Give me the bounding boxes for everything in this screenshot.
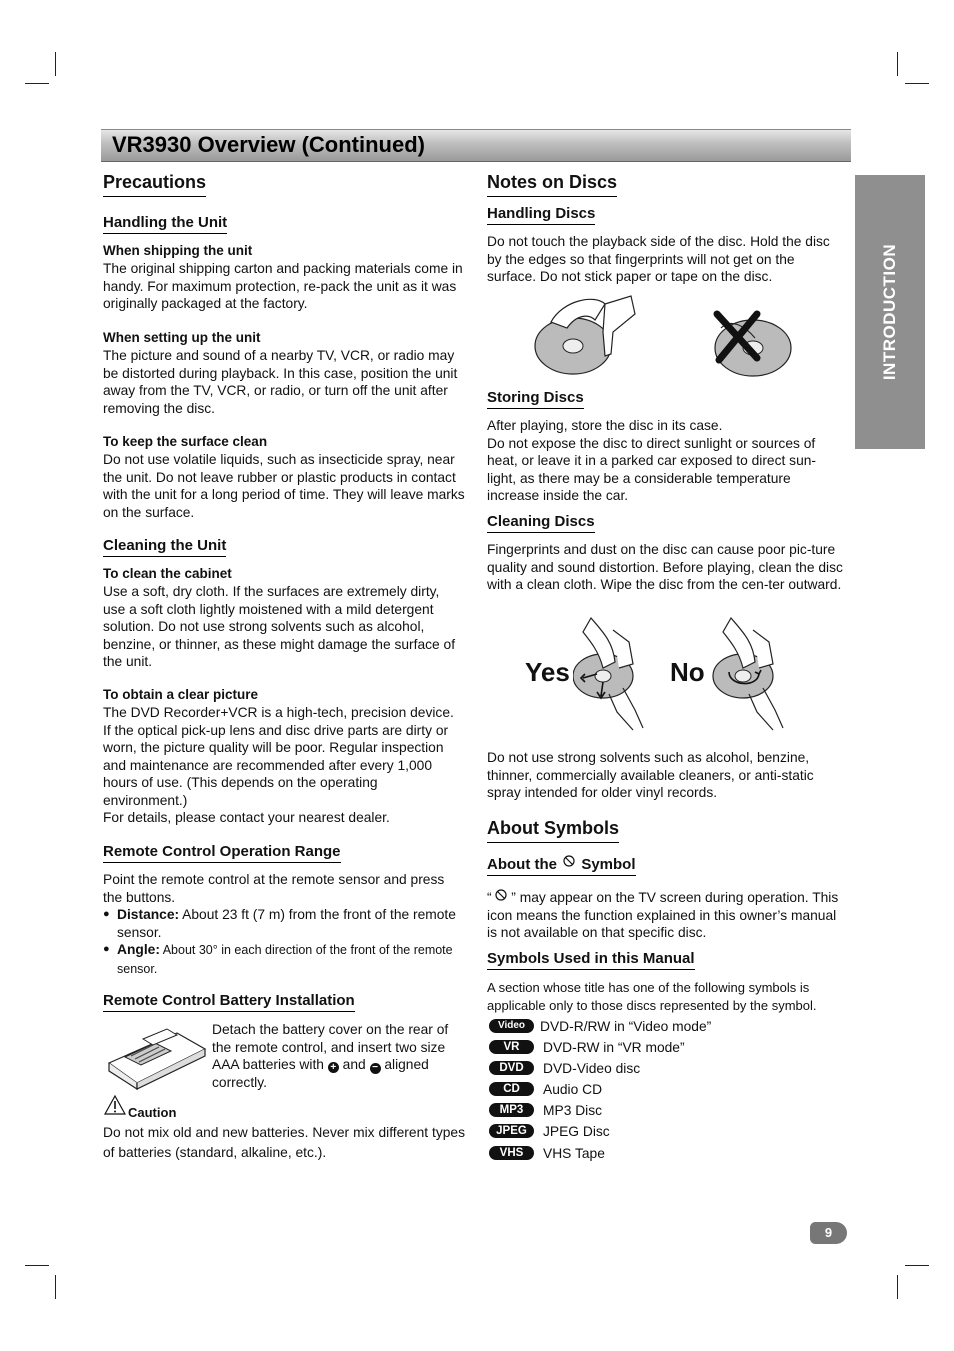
surface-title: To keep the surface clean bbox=[103, 434, 268, 449]
picture-text-2: For details, please contact your nearest dealer. bbox=[103, 810, 390, 825]
crop-mark bbox=[55, 52, 56, 76]
crop-mark bbox=[897, 1275, 898, 1299]
symbol-item-vr bbox=[489, 1038, 685, 1056]
side-tab bbox=[855, 175, 925, 449]
battery-heading: Remote Control Battery Installation bbox=[103, 992, 355, 1012]
symbols-used-heading: Symbols Used in this Manual bbox=[487, 950, 695, 970]
battery-text: Detach the battery cover on the rear of the remote control, and insert two size AAA batteries with + and − aligned correctly. bbox=[212, 1022, 449, 1090]
symbol-description: JPEG Disc bbox=[543, 1123, 610, 1139]
symbol-badge: JPEG bbox=[489, 1124, 534, 1138]
setting-text: The picture and sound of a nearby TV, VCR, or radio may be distorted during playback. In this case, position the unit away from the TV, VCR, or radio, or turn off the unit after removing the disc. bbox=[103, 348, 458, 416]
prohibited-icon bbox=[495, 889, 507, 901]
page-title: VR3930 Overview (Continued) bbox=[112, 132, 425, 157]
symbol-description: MP3 Disc bbox=[543, 1102, 603, 1118]
symbol-item-mp3 bbox=[489, 1101, 602, 1119]
handling-discs-heading: Handling Discs bbox=[487, 205, 595, 225]
handling-unit-heading: Handling the Unit bbox=[103, 214, 227, 234]
symbol-item-cd bbox=[489, 1080, 602, 1098]
cabinet-title: To clean the cabinet bbox=[103, 566, 232, 581]
symbol-badge: VR bbox=[489, 1040, 534, 1054]
picture-text: The DVD Recorder+VCR is a high-tech, precision device. If the optical pick-up lens and disc drive parts are dirty or worn, the picture quality will be poor. Regular inspection and maintenance are recommended after every 1,000 hours of use. (This depends on the operating environment.) bbox=[103, 705, 454, 808]
about-symbol-text: “ ” may appear on the TV screen during operation. This icon means the function explained in this owner’s manual is not available on that specific disc. bbox=[487, 890, 839, 940]
symbol-item-vhs bbox=[489, 1144, 605, 1162]
symbol-badge: Video bbox=[489, 1019, 534, 1033]
crop-mark bbox=[25, 83, 49, 84]
symbol-badge: MP3 bbox=[489, 1103, 534, 1117]
disc-wipe-wrong-illustration bbox=[709, 612, 789, 736]
symbol-description: Audio CD bbox=[543, 1081, 603, 1097]
symbol-badge: VHS bbox=[489, 1146, 534, 1160]
setting-title: When setting up the unit bbox=[103, 330, 261, 345]
remote-range-text: Point the remote control at the remote sensor and press the buttons. bbox=[103, 872, 445, 905]
prohibited-icon bbox=[563, 855, 575, 867]
handling-discs-text: Do not touch the playback side of the disc. Hold the disc by the edges so that fingerprints will not get on the surface. Do not stick paper or tape on the disc. bbox=[487, 234, 830, 284]
minus-icon: − bbox=[370, 1063, 381, 1074]
cleaning-discs-text-2: Do not use strong solvents such as alcohol, benzine, thinner, commercially available cleaners, or anti-static spray intended for older vinyl records. bbox=[487, 750, 814, 800]
symbol-item-video bbox=[489, 1017, 711, 1035]
picture-title: To obtain a clear picture bbox=[103, 687, 259, 702]
crop-mark bbox=[897, 52, 898, 76]
symbol-item-dvd bbox=[489, 1059, 640, 1077]
plus-icon: + bbox=[328, 1062, 339, 1073]
distance-bullet: ● Distance: About 23 ft (7 m) from the front of the remote sensor. bbox=[103, 906, 465, 941]
disc-wipe-correct-illustration bbox=[573, 612, 653, 736]
symbols-heading: About Symbols bbox=[487, 818, 619, 843]
symbol-description: DVD-Video disc bbox=[543, 1060, 641, 1076]
caution-text: Do not mix old and new batteries. Never mix different types of batteries (standard, alkaline, etc.). bbox=[103, 1125, 465, 1160]
cleaning-discs-text: Fingerprints and dust on the disc can cause poor pic-ture quality and sound distortion. Before playing, clean the disc with a clean cloth. Wipe the disc from the cen-ter outward. bbox=[487, 542, 843, 592]
crop-mark bbox=[905, 1265, 929, 1266]
symbol-description: VHS Tape bbox=[543, 1145, 605, 1161]
angle-bullet: ● Angle: About 30° in each direction of the front of the remote sensor. bbox=[103, 941, 465, 978]
shipping-title: When shipping the unit bbox=[103, 243, 253, 258]
title-bar bbox=[101, 129, 851, 162]
disc-correct-hold-illustration bbox=[533, 292, 637, 378]
crop-mark bbox=[25, 1265, 49, 1266]
remote-range-heading: Remote Control Operation Range bbox=[103, 843, 341, 863]
shipping-text: The original shipping carton and packing materials come in handy. For maximum protection, re-pack the unit as it was originally packaged at the factory. bbox=[103, 261, 463, 311]
no-label: No bbox=[670, 657, 705, 687]
caution-title: Caution bbox=[128, 1105, 177, 1120]
notes-heading: Notes on Discs bbox=[487, 172, 617, 197]
symbols-used-intro: A section whose title has one of the following symbols is applicable only to those discs represented by the symbol. bbox=[487, 980, 817, 1013]
warning-icon bbox=[104, 1095, 126, 1115]
about-symbol-heading: About the Symbol bbox=[487, 855, 636, 876]
surface-text: Do not use volatile liquids, such as insecticide spray, near the unit. Do not leave rubber or plastic products in contact with the unit for a long period of time. They will leave marks on the surface. bbox=[103, 452, 465, 520]
cabinet-text: Use a soft, dry cloth. If the surfaces are extremely dirty, use a soft cloth lightly moistened with a mild detergent solution. Do not use strong solvents such as alcohol, benzine, or thinner, as these might damage the surface of the unit. bbox=[103, 584, 456, 669]
symbol-description: DVD-RW in “VR mode” bbox=[543, 1039, 685, 1055]
side-tab-label: INTRODUCTION bbox=[880, 243, 899, 381]
symbol-description: DVD-R/RW in “Video mode” bbox=[540, 1018, 712, 1034]
disc-wrong-hold-illustration bbox=[711, 308, 793, 380]
cleaning-unit-heading: Cleaning the Unit bbox=[103, 537, 226, 557]
symbol-item-jpeg bbox=[489, 1122, 610, 1140]
crop-mark bbox=[55, 1275, 56, 1299]
remote-control-illustration bbox=[107, 1023, 207, 1091]
storing-discs-heading: Storing Discs bbox=[487, 389, 584, 409]
storing-discs-text-2: Do not expose the disc to direct sunlight or sources of heat, or leave it in a parked car exposed to direct sun-light, as there may be a considerable temperature increase inside the car. bbox=[487, 435, 817, 503]
yes-label: Yes bbox=[525, 657, 570, 687]
page-number: 9 bbox=[810, 1222, 847, 1244]
symbol-badge: DVD bbox=[489, 1061, 534, 1075]
crop-mark bbox=[905, 83, 929, 84]
storing-discs-text-1: After playing, store the disc in its case. bbox=[487, 418, 723, 433]
precautions-heading: Precautions bbox=[103, 172, 206, 197]
symbol-badge: CD bbox=[489, 1082, 534, 1096]
cleaning-discs-heading: Cleaning Discs bbox=[487, 513, 595, 533]
